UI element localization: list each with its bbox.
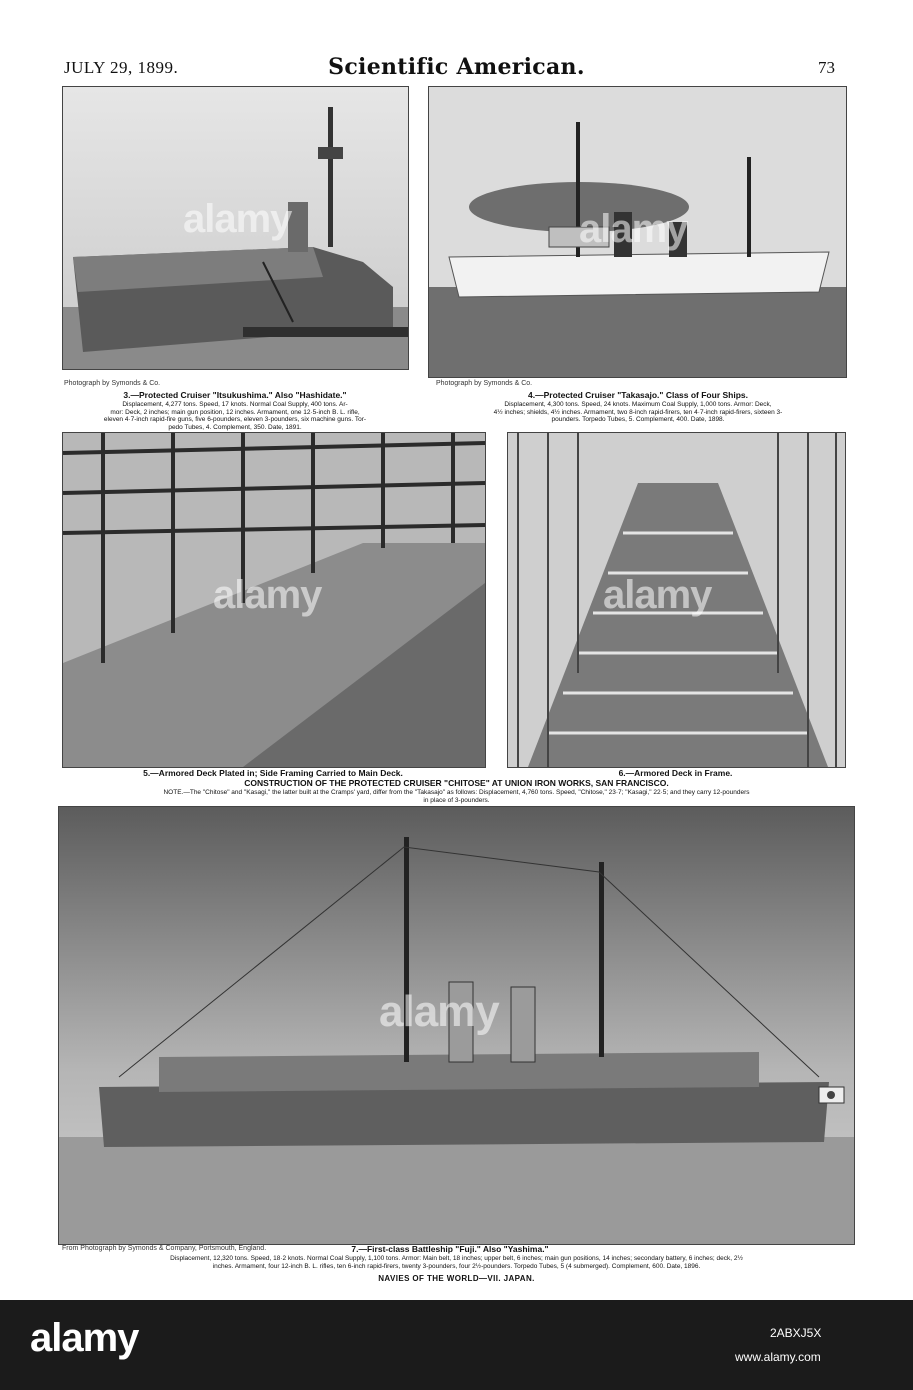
watermark: alamy — [379, 987, 499, 1036]
photo-4-credit: Photograph by Symonds & Co. — [436, 380, 533, 387]
watermark: alamy — [579, 207, 688, 251]
construction-note-line-1: NOTE.—The "Chitose" and "Kasagi," the latter built at the Cramps' yard, differ from the "Takasajo" as follows: Displacement, 4,760 tons. Speed, "Chitose," 23·7; "Kasagi," 22·5; and they carry 12-pounders — [163, 789, 750, 796]
photo-5-caption: 5.—Armored Deck Plated in; Side Framing Carried to Main Deck. — [143, 768, 403, 778]
photo-3-line-4: pedo Tubes, 4. Complement, 350. Date, 1891. — [168, 423, 302, 431]
photo-armored-deck-frame — [507, 432, 846, 768]
photo-4-title: 4.—Protected Cruiser "Takasajo." Class of Four Ships. — [528, 390, 748, 400]
photo-3-credit: Photograph by Symonds & Co. — [64, 380, 161, 387]
photo-3-caption — [56, 401, 414, 431]
photo-7-title: 7.—First-class Battleship "Fuji." Also "Yashima." — [351, 1244, 549, 1254]
photo-takasajo — [428, 86, 847, 378]
stock-url: www.alamy.com — [735, 1350, 821, 1364]
watermark: alamy — [603, 573, 712, 617]
watermark: alamy — [183, 197, 292, 241]
photo-3-line-2: mor: Deck, 2 inches; main gun position, 12 inches. Armament, one 12·5-inch B. L. rifle, — [110, 408, 360, 416]
photo-4-line-1: Displacement, 4,300 tons. Speed, 24 knots. Maximum Coal Supply, 1,000 tons. Armor: Deck, — [504, 401, 772, 408]
watermark: alamy — [213, 573, 322, 617]
stock-logo: alamy — [30, 1316, 139, 1360]
construction-title: CONSTRUCTION OF THE PROTECTED CRUISER "CHITOSE" AT UNION IRON WORKS, SAN FRANCISCO. — [244, 778, 669, 788]
photo-3-line-1: Displacement, 4,277 tons. Speed, 17 knots. Normal Coal Supply, 400 tons. Ar- — [122, 401, 348, 408]
publication-title: Scientific American. — [328, 54, 585, 80]
photo-6-caption: 6.—Armored Deck in Frame. — [618, 768, 733, 778]
photo-7-credit: From Photograph by Symonds & Company, Portsmouth, England. — [62, 1245, 267, 1252]
photo-4-line-2: 4½ inches; shields, 4½ inches. Armament, two 8-inch rapid-firers, ten 4·7-inch rapid-firers, sixteen 3- — [493, 408, 783, 416]
photo-7-line-1: Displacement, 12,320 tons. Speed, 18·2 knots. Normal Coal Supply, 1,100 tons. Armor: Main belt, 18 inches; upper belt, 6 inches; main gun positions, 14 inches; secondary battery, 6 inches; deck, 2½ — [170, 1255, 743, 1262]
construction-note — [40, 789, 873, 804]
photo-fuji-battleship — [58, 806, 855, 1245]
construction-note-line-2: in place of 3-pounders. — [423, 796, 490, 804]
photo-4-caption — [424, 401, 852, 424]
image-id: 2ABXJ5X — [770, 1326, 822, 1340]
issue-date: JULY 29, 1899. — [64, 58, 179, 77]
photo-itsukushima — [62, 86, 409, 370]
photo-armored-deck-plated — [62, 432, 486, 768]
photo-7-caption — [50, 1255, 863, 1270]
photo-4-line-3: pounders. Torpedo Tubes, 5. Complement, 400. Date, 1898. — [551, 416, 725, 423]
photo-3-line-3: eleven 4·7-inch rapid-fire guns, five 6-pounders, eleven 3-pounders, six machine guns. Tor- — [103, 416, 367, 423]
photo-7-line-2: inches. Armament, four 12-inch B. L. rifles, ten 6-inch rapid-firers, twenty 3-pounders, four 2½-pounders. Torpedo Tubes, 5 (4 submerged). Complement, 600. Date, 1896. — [212, 1262, 701, 1270]
section-title: NAVIES OF THE WORLD—VII. JAPAN. — [378, 1274, 535, 1283]
page-number: 73 — [818, 58, 835, 77]
photo-3-title: 3.—Protected Cruiser "Itsukushima." Also "Hashidate." — [123, 390, 347, 400]
